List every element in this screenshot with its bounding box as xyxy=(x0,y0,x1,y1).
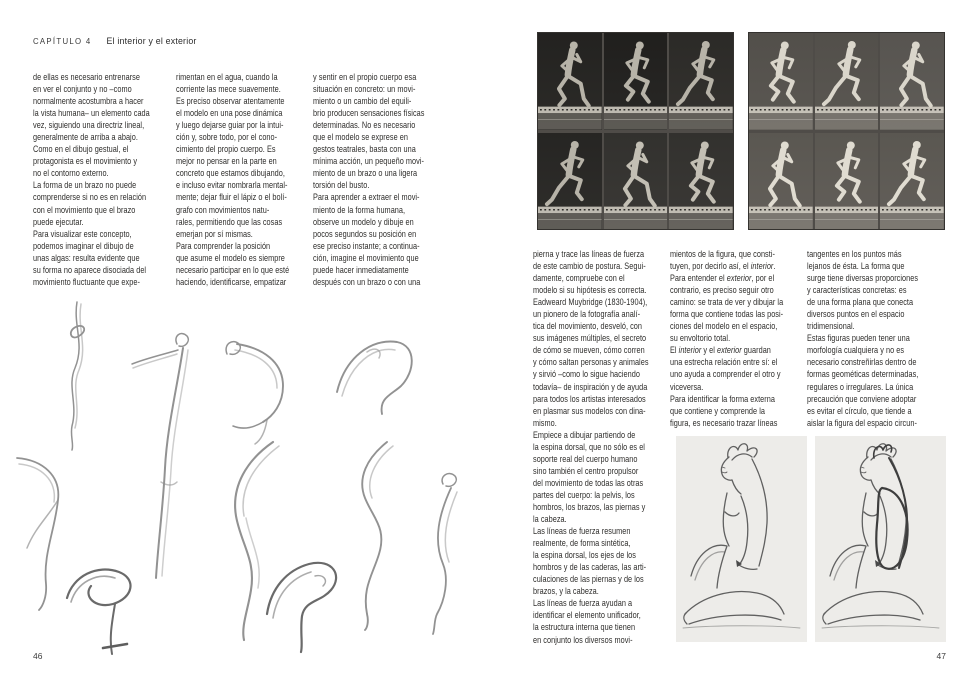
left-page-column-2: rimentan en el agua, cuando la corriente las mece suavemente. Es preciso observar atentamente el modelo en una pose dinámica y luego dejarse guiar por la intui- ción y, sobre todo, por el cono- cimiento del propio cuerpo. Es mejor no pensar en la parte en concreto que estamos dibujando, e incluso evitar nombrarla mental- mente; dejar fluir el lápiz o el bolí- grafo con movimientos natu- rales, permitiendo que las cosas emerjan por sí mismas. Para comprender la posición que asume el modelo es siempre necesario participar en lo que esté haciendo, identificarse, empatizar xyxy=(176,72,290,288)
chapter-title: El interior y el exterior xyxy=(106,36,197,46)
left-page-number: 46 xyxy=(33,651,43,661)
muybridge-frame xyxy=(880,33,944,130)
gesture-sketches-illustration xyxy=(15,292,515,670)
seated-figure-sketch xyxy=(676,436,807,642)
right-page-column-2: mientos de la figura, que consti- tuyen, por decirlo así, el interior. Para entender el exterior, por el contrario, es preciso seguir otro camino: se trata de ver y dibujar la forma que contiene todas las posi- ciones del modelo en el espacio, su envoltorio total. El interior y el exterior guardan una estrecha relación entre sí: el uno ayuda a comprender el otro y viceversa. Para identificar la forma externa que contiene y comprende la figura, es necesario trazar líneas xyxy=(670,249,784,429)
muybridge-frame xyxy=(538,133,602,230)
running-head xyxy=(33,36,197,46)
right-page-number: 47 xyxy=(936,651,946,661)
chapter-label: CAPÍTULO 4 xyxy=(33,37,92,46)
muybridge-frame xyxy=(604,133,668,230)
right-page-column-1: pierna y trace las líneas de fuerza de este cambio de postura. Segui- damente, compruebe con el modelo si su hipótesis es correcta. Eadweard Muybridge (1830-1904), un pionero de la fotografía analí- tica del movimiento, desveló, con sus imágenes múltiples, el secreto de cómo se mueven, cómo corren y cómo saltan personas y animales y sirvió –como lo sigue haciendo todavía– de inspiración y de ayuda para todos los artistas interesados en plasmar sus modelos con dina- mismo. Empiece a dibujar partiendo de la espina dorsal, que no sólo es el soporte real del cuerpo humano sino también el centro propulsor del movimiento de todas las otras partes del cuerpo: la pelvis, los hombros, los brazos, las piernas y la cabeza. Las líneas de fuerza resumen realmente, de forma sintética, la espina dorsal, los ejes de los hombros y de las caderas, las arti- culaciones de las piernas y de los brazos, y la cabeza. Las líneas de fuerza ayudan a identificar el elemento unificador, la estructura interna que tienen en conjunto los diversos movi- xyxy=(533,249,649,646)
right-page-column-3: tangentes en los puntos más lejanos de ésta. La forma que surge tiene diversas proporciones y características concretas: es de una forma plana que conecta diversos puntos en el espacio tridimensional. Estas figuras pueden tener una morfología cualquiera y no es necesario constreñirlas dentro de formas geométicas determinadas, regulares o irregulares. La única precaución que conviene adoptar es evitar el círculo, que tiende a aislar la figura del espacio circun- xyxy=(807,249,919,429)
muybridge-frame xyxy=(749,133,813,230)
muybridge-sequence-right xyxy=(748,32,945,230)
muybridge-frame xyxy=(669,33,733,130)
seated-figure-sketch-emphasized xyxy=(815,436,946,642)
muybridge-frame xyxy=(604,33,668,130)
left-page-column-3: y sentir en el propio cuerpo esa situación en concreto: un movi- miento o un cambio del equili- brio producen sensaciones físicas determinadas. No es necesario que el modelo se exprese en gestos teatrales, basta con una mínima acción, un pequeño movi- miento de un brazo o una ligera torsión del busto. Para aprender a extraer el movi- miento de la forma humana, observe un modelo y dibuje en pocos segundos su posición en ese preciso instante; a continua- ción, imagine el movimiento que puede hacer inmediatamente después con un brazo o con una xyxy=(313,72,425,288)
muybridge-frame xyxy=(880,133,944,230)
muybridge-sequence-left xyxy=(537,32,734,230)
muybridge-frame xyxy=(749,33,813,130)
muybridge-frame xyxy=(815,33,879,130)
muybridge-frame xyxy=(538,33,602,130)
muybridge-frame xyxy=(815,133,879,230)
muybridge-frame xyxy=(669,133,733,230)
left-page-column-1: de ellas es necesario entrenarse en ver el conjunto y no –como normalmente acostumbra a hacer la vista humana– un elemento cada vez, siguiendo una directriz lineal, generalmente de arriba a abajo. Como en el dibujo gestual, el protagonista es el movimiento y no el contorno externo. La forma de un brazo no puede comprenderse si no es en relación con el movimiento que el brazo puede ejecutar. Para visualizar este concepto, podemos imaginar el dibujo de unas algas: resulta evidente que su forma no aparece disociada del movimiento fluctuante que expe- xyxy=(33,72,150,288)
